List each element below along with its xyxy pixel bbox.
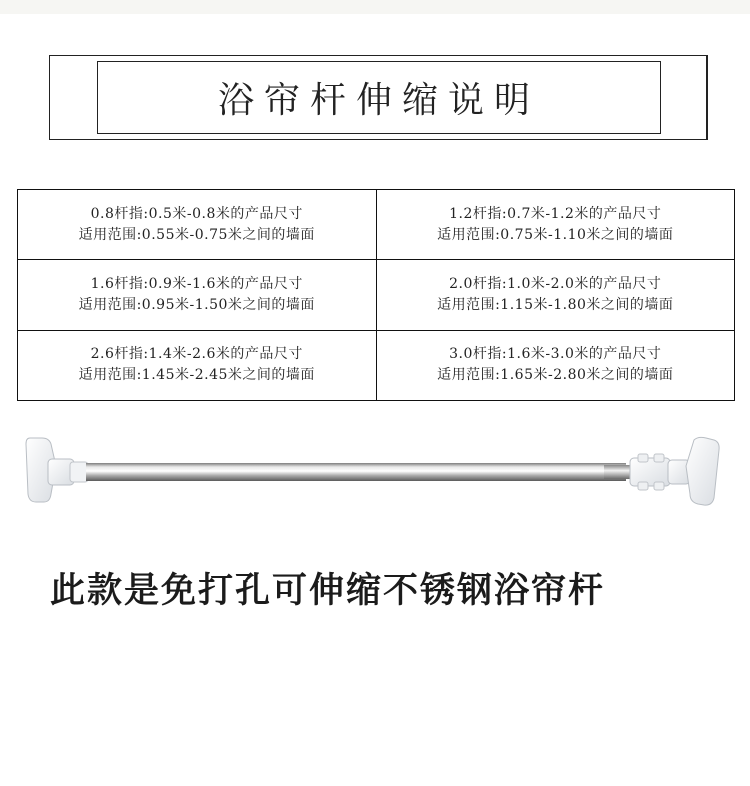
top-band — [0, 0, 750, 14]
table-row — [18, 260, 735, 330]
shower-rod-image — [22, 432, 722, 512]
spec-cell — [376, 190, 735, 260]
spec-range-line: 适用范围:1.45米-2.45米之间的墙面 — [78, 367, 315, 384]
spec-cell — [18, 190, 377, 260]
title-box — [97, 61, 661, 134]
shower-rod-illustration — [22, 432, 722, 512]
spec-range-line: 适用范围:0.75米-1.10米之间的墙面 — [437, 226, 674, 243]
spec-size-line: 2.0杆指:1.0米-2.0米的产品尺寸 — [449, 275, 662, 292]
page-title: 浴帘杆伸缩说明 — [217, 80, 540, 121]
spec-size-line: 0.8杆指:0.5米-0.8米的产品尺寸 — [90, 205, 303, 222]
spec-range-line: 适用范围:1.15米-1.80米之间的墙面 — [437, 296, 674, 313]
spec-table — [17, 189, 735, 401]
spec-range-line: 适用范围:0.95米-1.50米之间的墙面 — [78, 296, 315, 313]
spec-range-line: 适用范围:1.65米-2.80米之间的墙面 — [437, 367, 674, 384]
table-row — [18, 330, 735, 400]
spec-cell — [376, 330, 735, 400]
spec-range-line: 适用范围:0.55米-0.75米之间的墙面 — [78, 226, 315, 243]
product-caption: 此款是免打孔可伸缩不锈钢浴帘杆 — [50, 571, 606, 611]
table-row — [18, 190, 735, 260]
spec-size-line: 2.6杆指:1.4米-2.6米的产品尺寸 — [90, 346, 303, 363]
spec-size-line: 1.6杆指:0.9米-1.6米的产品尺寸 — [90, 275, 303, 292]
spec-size-line: 1.2杆指:0.7米-1.2米的产品尺寸 — [449, 205, 662, 222]
spec-size-line: 3.0杆指:1.6米-3.0米的产品尺寸 — [449, 346, 662, 363]
spec-cell — [18, 330, 377, 400]
spec-cell — [376, 260, 735, 330]
spec-cell — [18, 260, 377, 330]
